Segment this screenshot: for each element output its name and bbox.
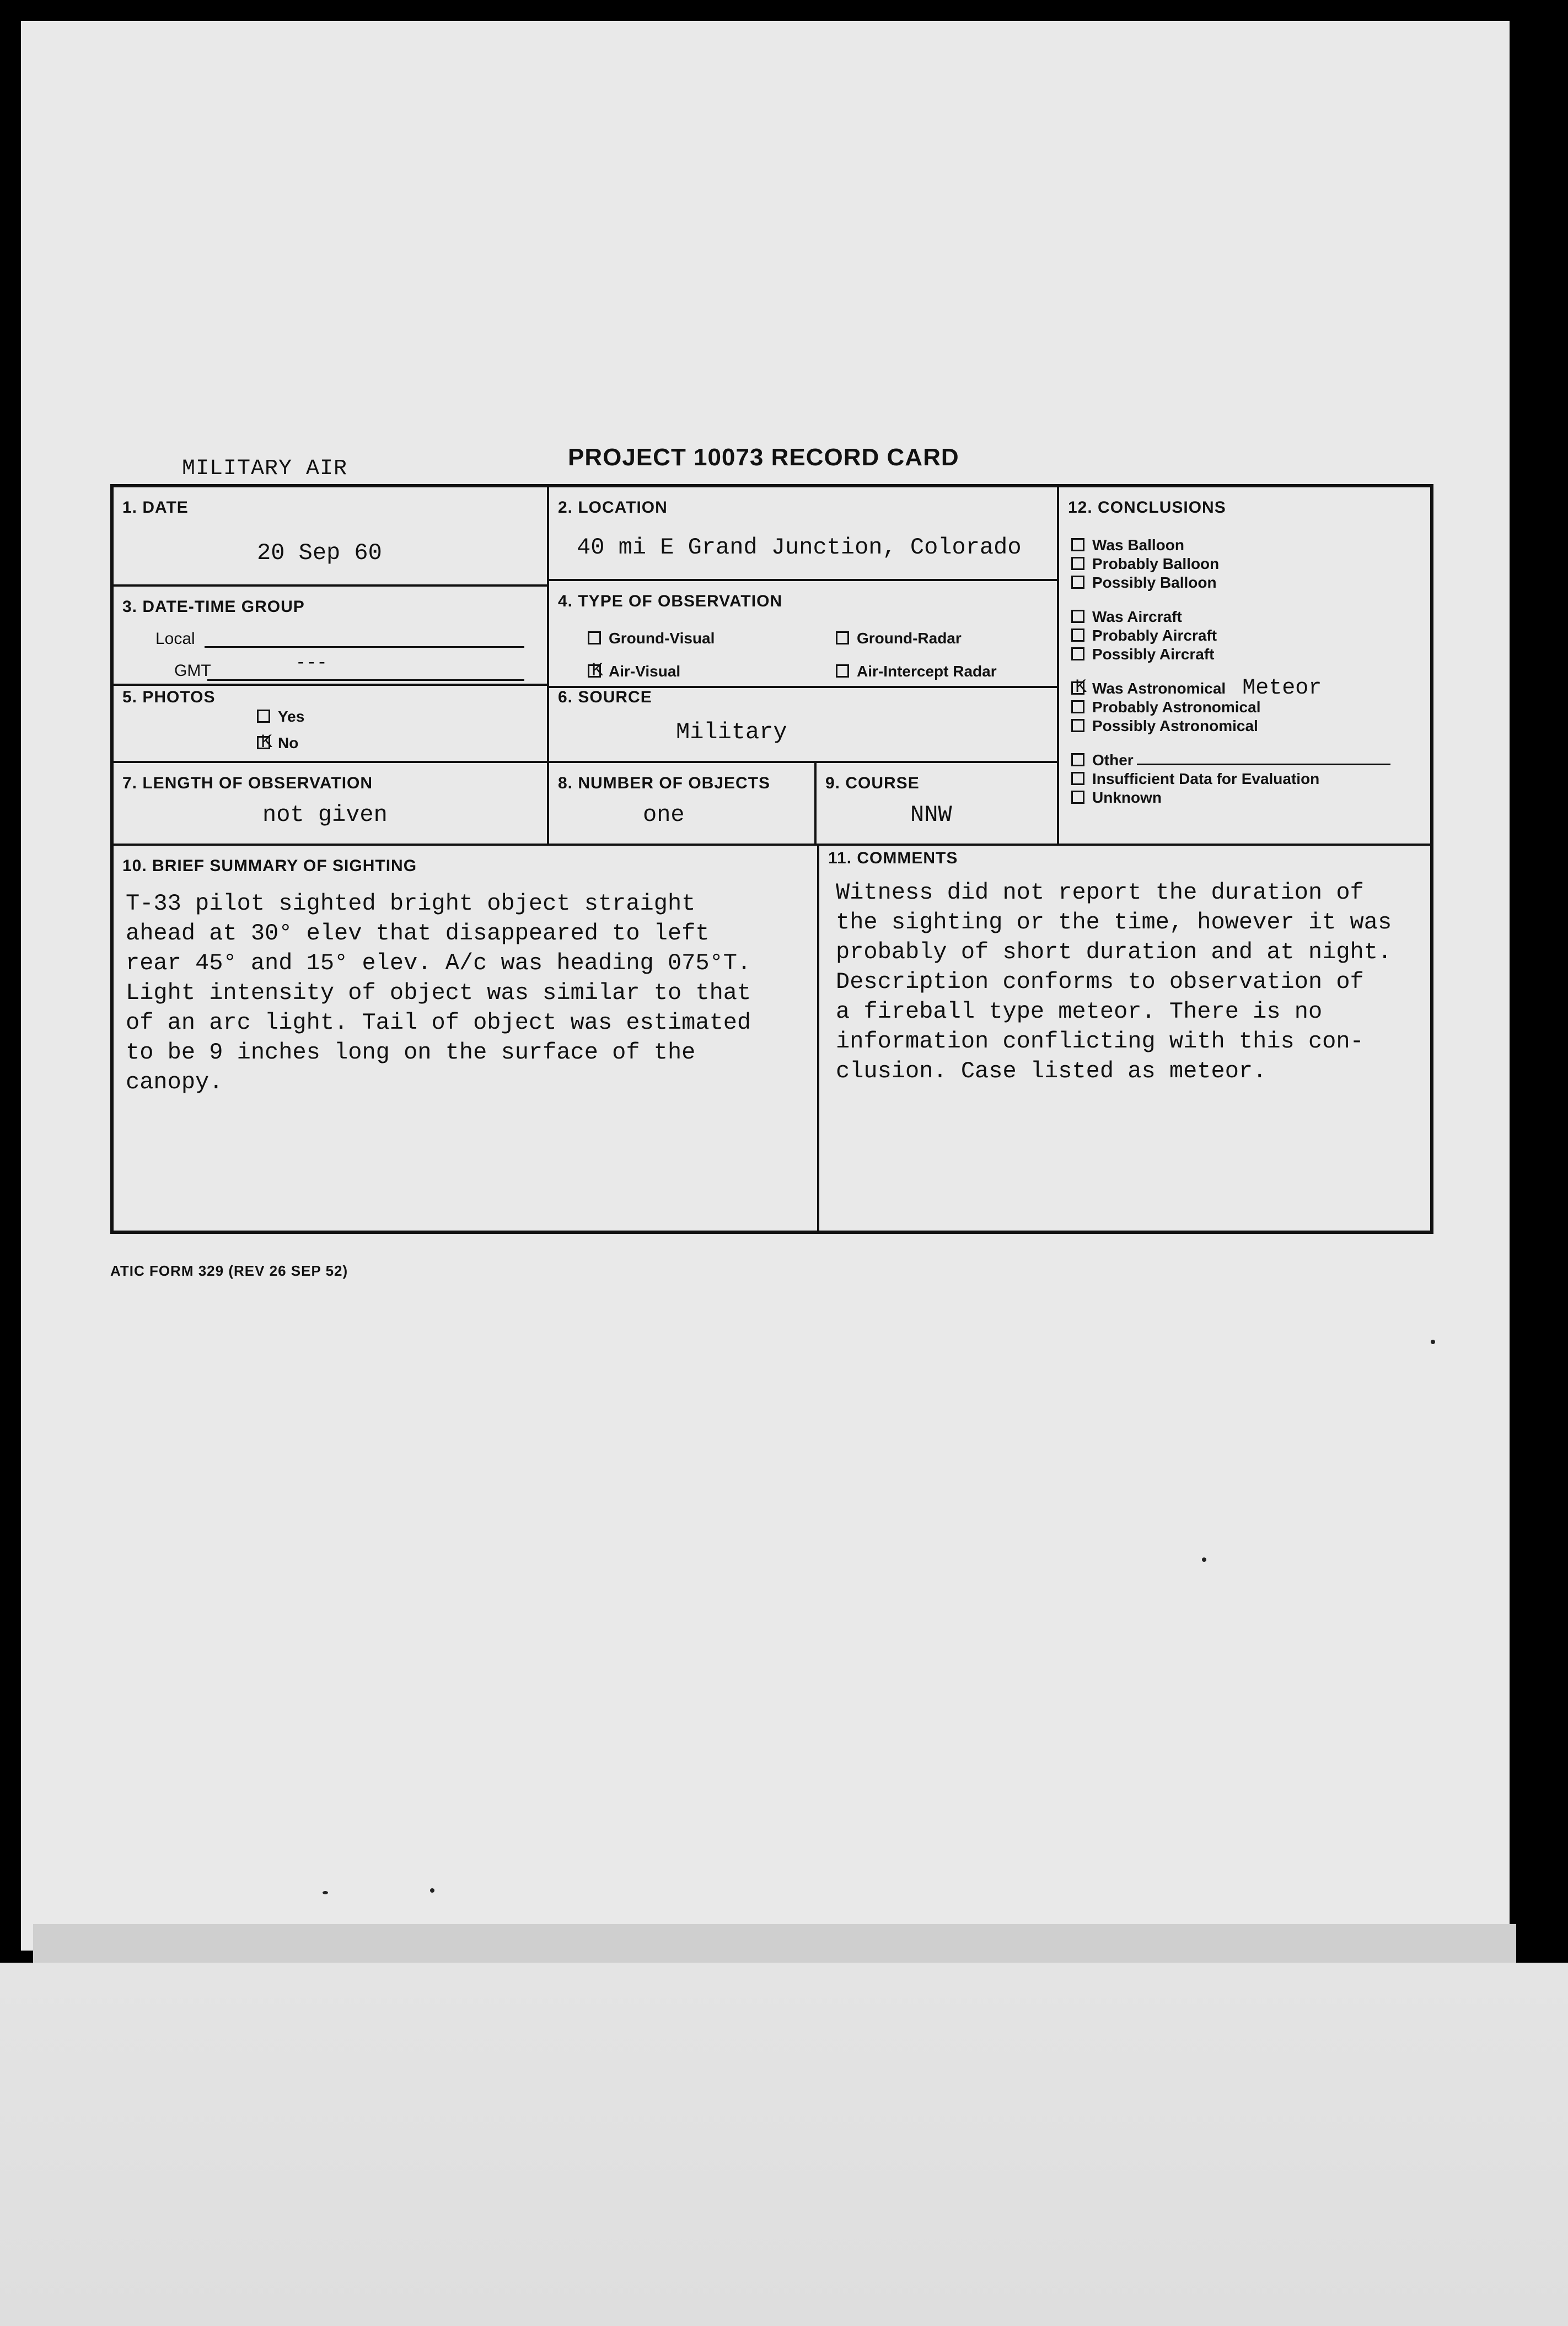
field-conclusions	[1059, 487, 1430, 846]
record-card	[110, 484, 1433, 1234]
conclusions-label: 12. CONCLUSIONS	[1068, 498, 1226, 517]
date-label: 1. DATE	[122, 498, 189, 517]
photos-label: 5. PHOTOS	[122, 688, 216, 706]
option-ground-radar	[836, 630, 962, 647]
scan-speck	[1431, 1340, 1435, 1344]
summary-label: 10. BRIEF SUMMARY OF SIGHTING	[122, 857, 417, 875]
checkbox-ground-radar	[836, 631, 849, 644]
field-date-time-group	[114, 587, 549, 686]
conclusion-item: Other	[1071, 751, 1390, 770]
length-value: not given	[262, 802, 388, 828]
checkbox-photos-no-checked	[257, 736, 270, 749]
checkbox-air-visual-checked	[588, 664, 601, 678]
conclusion-item: Unknown	[1071, 788, 1390, 807]
comments-text: Witness did not report the duration of the sighting or the time, however it was probably of short duration and at night. Description conforms to observation of a fireball type meteor. There is no information conflicting with this con- clusion. Case listed as meteor.	[836, 879, 1392, 1084]
photos-no-text: No	[278, 734, 299, 751]
option-air-visual	[588, 663, 680, 680]
option-air-intercept-radar	[836, 663, 997, 680]
field-number-of-objects	[549, 763, 817, 846]
card-title: PROJECT 10073 RECORD CARD	[568, 444, 959, 471]
location-value: 40 mi E Grand Junction, Colorado	[577, 534, 1022, 561]
summary-text: T-33 pilot sighted bright object straight ahead at 30° elev that disappeared to left rear 45° and 15° elev. A/c was heading 075°T. Light intensity of object was similar to that of an arc light. Tail of object was estimated to be 9 inches long on the surface of the canopy.	[126, 890, 751, 1095]
ground-radar-text: Ground-Radar	[857, 630, 962, 647]
source-label: 6. SOURCE	[558, 688, 652, 706]
scan-speck	[1202, 1557, 1206, 1562]
photos-yes-text: Yes	[278, 708, 305, 725]
comments-label: 11. COMMENTS	[828, 849, 958, 867]
num-objects-label: 8. NUMBER OF OBJECTS	[558, 774, 771, 792]
conclusion-item: Was Aircraft	[1071, 608, 1390, 626]
photos-yes	[257, 708, 304, 726]
field-photos	[114, 686, 549, 763]
date-value: 20 Sep 60	[257, 540, 382, 566]
conclusion-item: Probably Balloon	[1071, 555, 1390, 573]
gmt-label: GMT	[174, 662, 211, 680]
header-origin: MILITARY AIR	[182, 456, 348, 481]
option-ground-visual	[588, 630, 715, 647]
conclusions-list	[1071, 536, 1390, 807]
conclusion-item: Probably Astronomical	[1071, 698, 1390, 717]
field-source	[549, 686, 1059, 763]
paper-edge-shadow	[33, 1924, 1516, 1968]
conclusion-item: Possibly Astronomical	[1071, 717, 1390, 735]
gmt-value: ---	[296, 653, 327, 673]
source-value: Military	[676, 719, 787, 745]
location-label: 2. LOCATION	[558, 498, 668, 517]
air-intercept-radar-text: Air-Intercept Radar	[857, 663, 997, 680]
ground-visual-text: Ground-Visual	[609, 630, 715, 647]
field-comments	[819, 846, 1430, 1231]
length-label: 7. LENGTH OF OBSERVATION	[122, 774, 373, 792]
photos-no	[257, 734, 298, 752]
conclusion-item: Probably Aircraft	[1071, 626, 1390, 645]
conclusion-item: Was Balloon	[1071, 536, 1390, 555]
obs-type-label: 4. TYPE OF OBSERVATION	[558, 592, 783, 610]
scan-bottom-band	[0, 1963, 1568, 2326]
conclusion-item: Possibly Aircraft	[1071, 645, 1390, 664]
local-field	[205, 646, 524, 648]
field-course	[817, 763, 1059, 846]
course-value: NNW	[910, 802, 952, 828]
field-date	[114, 487, 549, 587]
field-brief-summary	[114, 846, 819, 1231]
form-identifier: ATIC FORM 329 (REV 26 SEP 52)	[110, 1263, 348, 1279]
scan-speck	[430, 1888, 434, 1893]
num-objects-value: one	[643, 802, 685, 828]
local-label: Local	[155, 630, 195, 648]
field-length-of-observation	[114, 763, 549, 846]
checkbox-photos-yes	[257, 710, 270, 723]
meteor-annotation: Meteor	[1242, 676, 1322, 701]
scan-speck	[323, 1891, 328, 1894]
conclusion-item: Possibly Balloon	[1071, 573, 1390, 592]
checkbox-ground-visual	[588, 631, 601, 644]
conclusion-item-selected: KWas Astronomical Meteor	[1071, 679, 1390, 698]
field-location	[549, 487, 1059, 581]
checkbox-air-intercept-radar	[836, 664, 849, 678]
conclusion-item: Insufficient Data for Evaluation	[1071, 770, 1390, 788]
course-label: 9. COURSE	[825, 774, 920, 792]
gmt-field	[207, 679, 524, 681]
air-visual-text: Air-Visual	[609, 663, 681, 680]
dtg-label: 3. DATE-TIME GROUP	[122, 598, 305, 616]
